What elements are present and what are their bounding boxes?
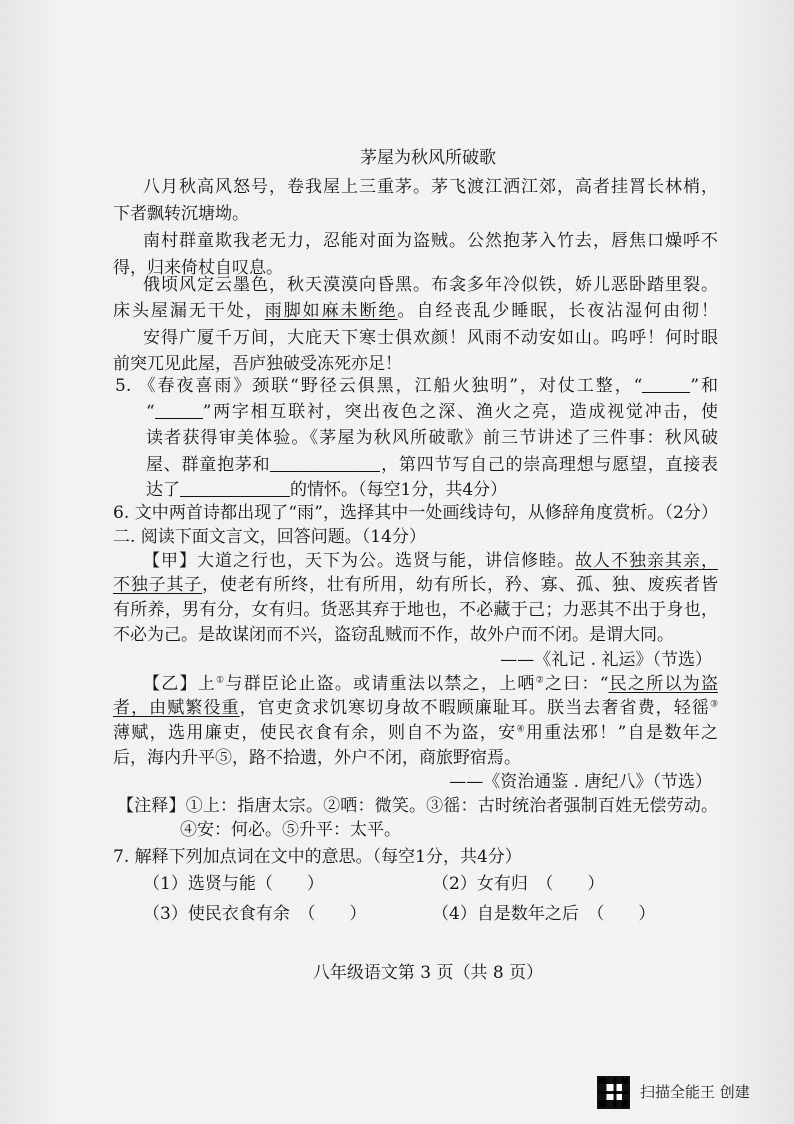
passage-yi-line bbox=[143, 673, 718, 695]
text: 南村群童欺我老无力，忍能对面为盗贼。公然抱茅入竹去，唇焦口燥呼不 bbox=[143, 231, 718, 251]
question-5-line bbox=[146, 479, 646, 501]
text: 6. 文中两首诗都出现了“雨”，选择其中一处画线诗句，从修辞角度赏析。（2分） bbox=[113, 503, 718, 523]
underlined-text: 者，由赋繁役重 bbox=[113, 698, 240, 718]
text: 下者飘转沉塘坳。 bbox=[113, 204, 249, 224]
text: 【甲】大道之行也，天下为公。选贤与能，讲信修睦。 bbox=[143, 551, 575, 571]
text: 薄赋，选用廉吏，使民衣食有余，则自不为盗，安 bbox=[113, 723, 517, 743]
text: 【乙】上 bbox=[143, 674, 217, 694]
text: 俄顷风定云墨色，秋天漠漠向昏黑。布衾多年冷似铁，娇儿恶卧踏里裂。 bbox=[143, 275, 718, 295]
page-footer: 八年级语文第 3 页（共 8 页） bbox=[312, 963, 544, 983]
answer-blank[interactable] bbox=[642, 376, 690, 393]
text: ，第四节写自己的崇高理想与愿望，直接表 bbox=[380, 455, 719, 475]
text: 之曰：“ bbox=[545, 674, 609, 694]
text: 【注释】①上：指唐太宗。②哂：微笑。③徭：古时统治者强制百姓无偿劳动。 bbox=[117, 796, 718, 816]
question-7-item bbox=[143, 873, 403, 895]
text: ，官吏贪求饥寒切身故不暇顾廉耻耳。朕当去奢省费，轻徭 bbox=[239, 698, 710, 718]
poem-line bbox=[143, 327, 718, 349]
question-5-line bbox=[146, 401, 718, 423]
underlined-text: 雨脚如麻未断绝 bbox=[264, 301, 398, 321]
text: 八月秋高风怒号，卷我屋上三重茅。茅飞渡江洒江郊，高者挂罥长林梢， bbox=[143, 177, 718, 197]
passage-jia-source bbox=[400, 649, 712, 671]
poem-line bbox=[143, 274, 718, 296]
text: （4）自是数年之后 （ ） bbox=[432, 904, 656, 924]
underlined-text: 不独子其子 bbox=[113, 575, 203, 595]
passage-yi-line bbox=[113, 747, 718, 769]
section-2-heading bbox=[113, 526, 513, 548]
footnote-marker: ② bbox=[535, 675, 546, 686]
poem-line bbox=[143, 176, 718, 198]
question-7-item bbox=[432, 873, 692, 895]
scanner-watermark: 扫描全能王 创建 bbox=[640, 1083, 750, 1101]
text: “ bbox=[146, 402, 155, 422]
passage-yi-source bbox=[380, 771, 712, 793]
text: 安得广厦千万间，大庇天下寒士俱欢颜！风雨不动安如山。呜呼！何时眼 bbox=[143, 328, 718, 348]
text: 的情怀。（每空1分，共4分） bbox=[290, 480, 508, 500]
passage-yi-line bbox=[113, 697, 718, 719]
footnote-marker: ③ bbox=[709, 699, 719, 710]
poem-line bbox=[113, 353, 513, 375]
passage-yi-line bbox=[113, 722, 718, 744]
text: ”两字相互联衬，突出夜色之深、渔火之亮，造成视觉冲击，使 bbox=[202, 402, 718, 422]
text: 。自经丧乱少睡眠，长夜沾湿何由彻！ bbox=[397, 301, 719, 321]
text: 茅屋为秋风所破歌 bbox=[360, 148, 496, 168]
text: 有所养，男有分，女有归。货恶其弃于地也，不必藏于己；力恶其不出于身也， bbox=[113, 600, 718, 620]
text: （3）使民衣食有余 （ ） bbox=[143, 904, 367, 924]
footnote-marker: ④ bbox=[516, 724, 526, 735]
question-5-line bbox=[146, 427, 718, 449]
answer-blank[interactable] bbox=[180, 480, 290, 497]
poem-line bbox=[113, 300, 718, 322]
notes-line bbox=[117, 795, 718, 817]
text: 与群臣论止盗。或请重法以禁之，上哂 bbox=[225, 674, 536, 694]
text: ”和 bbox=[690, 376, 718, 396]
passage-jia-line bbox=[113, 574, 718, 596]
question-6 bbox=[113, 502, 718, 524]
passage-jia-line bbox=[113, 624, 718, 646]
qr-code-icon bbox=[597, 1076, 630, 1109]
text: （2）女有归 （ ） bbox=[432, 874, 605, 894]
question-7-item bbox=[432, 903, 712, 925]
text: 读者获得审美体验。《茅屋为秋风所破歌》前三节讲述了三件事：秋风破 bbox=[146, 428, 718, 448]
answer-blank[interactable] bbox=[270, 455, 380, 472]
question-5-line bbox=[146, 454, 718, 476]
underlined-text: 民之所以为盗 bbox=[608, 674, 719, 694]
text: 前突兀见此屋，吾庐独破受冻死亦足！ bbox=[113, 354, 402, 374]
answer-blank[interactable] bbox=[155, 402, 203, 419]
text: 达了 bbox=[146, 480, 180, 500]
passage-jia-line bbox=[113, 599, 718, 621]
text: 用重法邪！”自是数年之 bbox=[525, 723, 718, 743]
text: （1）选贤与能（ ） bbox=[143, 874, 324, 894]
text: 屋、群童抱茅和 bbox=[146, 455, 271, 475]
underlined-text: 故人不独亲其亲， bbox=[575, 551, 718, 571]
text: 5. 《春夜喜雨》颈联“野径云俱黑，江船火独明”，对仗工整，“ bbox=[115, 376, 643, 396]
text: ——《礼记 . 礼运》（节选） bbox=[500, 650, 712, 670]
text: 二. 阅读下面文言文，回答问题。（14分） bbox=[113, 527, 426, 547]
footnote-marker: ① bbox=[216, 675, 226, 686]
poem-title bbox=[300, 147, 556, 169]
text: 床头屋漏无干处， bbox=[113, 301, 265, 321]
passage-jia-line bbox=[143, 550, 718, 572]
text: 后，海内升平⑤，路不拾遗，外户不闭，商旅野宿焉。 bbox=[113, 748, 521, 768]
text: 得，归来倚杖自叹息。 bbox=[113, 258, 283, 278]
poem-line bbox=[143, 230, 718, 252]
text: ④安：何必。⑤升平：太平。 bbox=[180, 820, 401, 840]
text: 不必为己。是故谋闭而不兴，盗窃乱贼而不作，故外户而不闭。是谓大同。 bbox=[113, 625, 674, 645]
question-5-line bbox=[115, 375, 718, 397]
poem-line bbox=[113, 203, 513, 225]
text: ，使老有所终，壮有所用，幼有所长，矜、寡、孤、独、废疾者皆 bbox=[202, 575, 719, 595]
notes-line bbox=[180, 819, 580, 841]
question-7 bbox=[113, 846, 613, 868]
text: ——《资治通鉴 . 唐纪八》（节选） bbox=[449, 772, 712, 792]
text: 7. 解释下列加点词在文中的意思。（每空1分，共4分） bbox=[113, 847, 522, 867]
question-7-item bbox=[143, 903, 423, 925]
